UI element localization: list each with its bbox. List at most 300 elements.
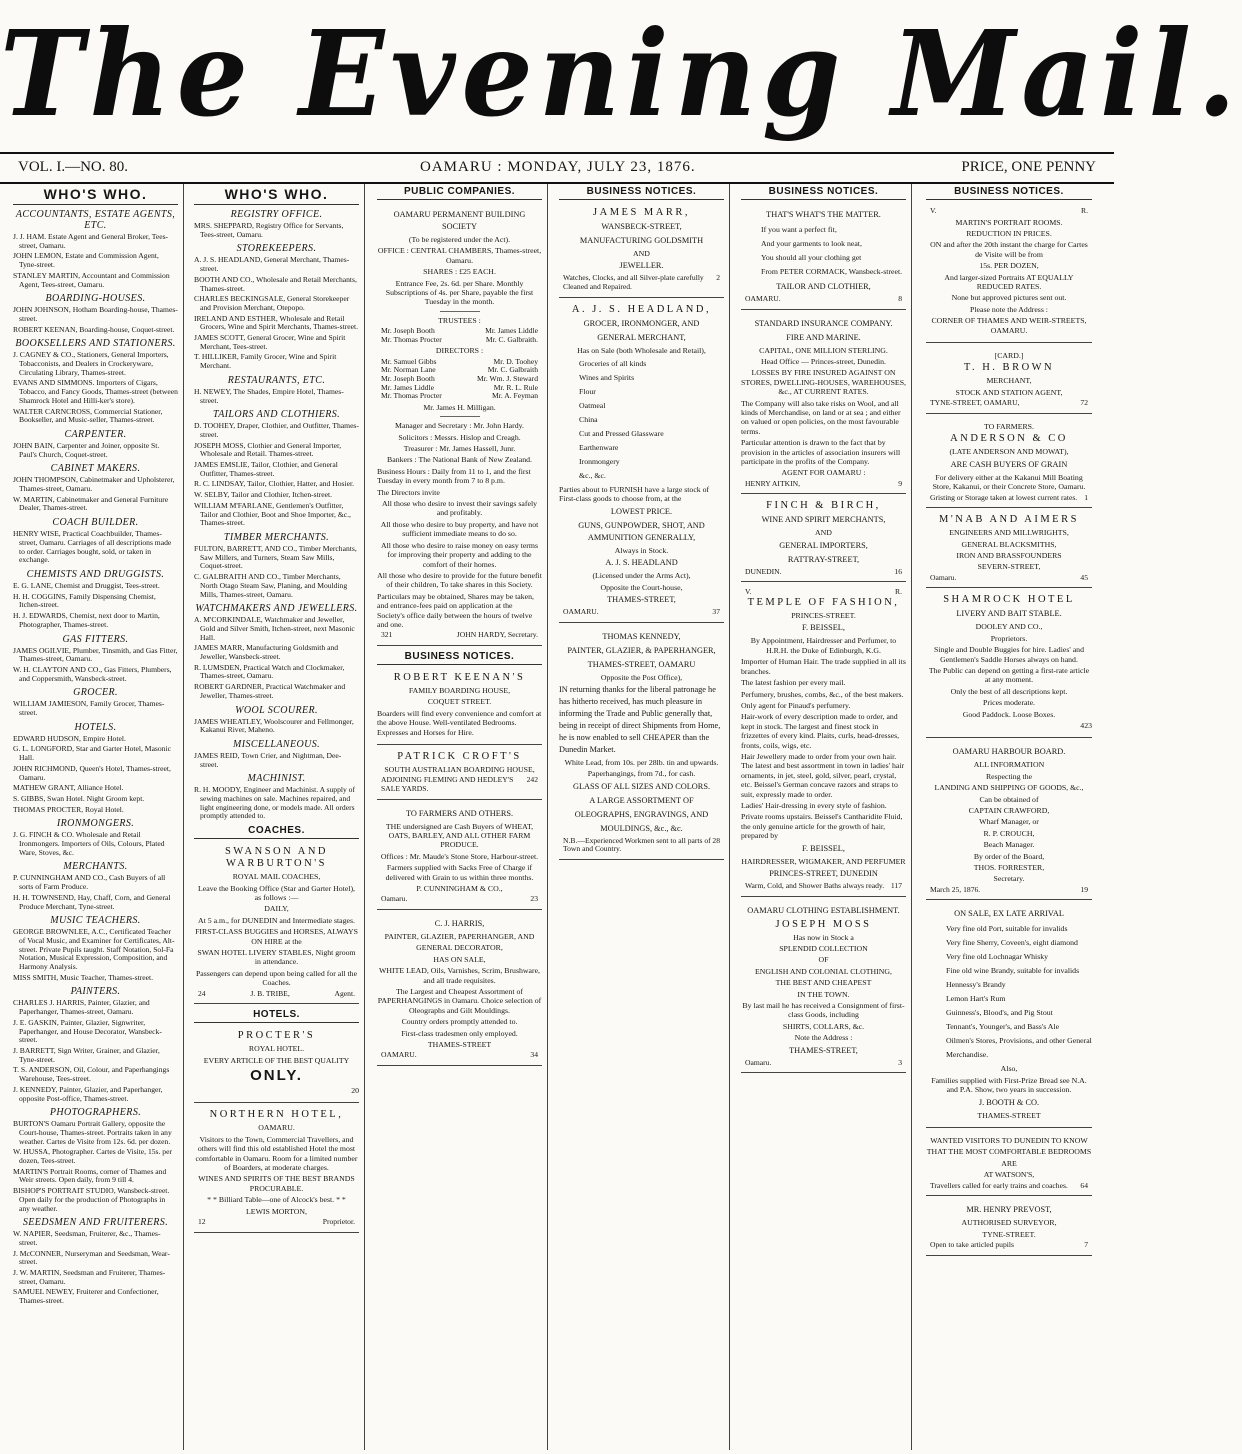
- price: PRICE, ONE PENNY: [961, 159, 1096, 175]
- column-heading: WHO'S WHO.: [194, 184, 359, 205]
- sale-item: Lemon Hart's Rum: [946, 994, 1006, 1004]
- ad-title: C. J. HARRIS,: [434, 919, 485, 928]
- directory-entry: ROBERT KEENAN, Boarding-house, Coquet-street.: [13, 324, 175, 334]
- ad-body: The Largest and Cheapest Assortment of PAPERHANGINGS in Oamaru. Choice selection of Oleographs and Gilt Mouldings.: [377, 987, 542, 1015]
- ad-line: Farmers supplied with Sacks Free of Charge if delivered with Grain to us within three months.: [385, 863, 534, 882]
- ad-line: OAMARU.: [381, 1050, 417, 1060]
- ad-signature: [741, 295, 906, 304]
- stock-item: Wines and Spirits: [579, 373, 635, 382]
- issue-date: OAMARU : MONDAY, JULY 23, 1876.: [420, 159, 696, 175]
- ad-line: The Directors invite: [377, 487, 440, 497]
- directory-entry: WILLIAM M'FARLANE, Gentlemen's Outfitter, Tailor and Clothier, Boot and Shoe Importer, &c., Thames-street.: [194, 500, 351, 528]
- ad-line: FIRE AND MARINE.: [786, 332, 861, 342]
- directory-entry: J. W. MARTIN, Seedsman and Fruiterer, Thames-street, Oamaru.: [13, 1268, 166, 1286]
- ad-line: THAMES-STREET: [977, 1110, 1041, 1120]
- ad-title: NORTHERN HOTEL,: [209, 1109, 344, 1121]
- ad-line: TAILOR AND CLOTHIER,: [776, 282, 871, 291]
- directory-entry: ROBERT GARDNER, Practical Watchmaker and Jeweller, Thames-street.: [194, 682, 346, 700]
- signature: LEWIS MORTON,: [246, 1206, 307, 1216]
- verse-line: From PETER CORMACK, Wansbeck-street.: [761, 267, 903, 276]
- harbour-board-ad: [926, 741, 1092, 900]
- ad-number: 321: [381, 630, 393, 640]
- directory-entry: H. J. EDWARDS, Chemist, next door to Martin, Photographer, Thames-street.: [13, 611, 160, 629]
- section-title: MISCELLANEOUS.: [233, 738, 320, 750]
- ad-line: GENERAL BLACKSMITHS,: [961, 539, 1057, 549]
- directory-entry: MISS SMITH, Music Teacher, Thames-street.: [13, 972, 153, 982]
- ad-line: AT WATSON'S,: [983, 1170, 1035, 1180]
- ad-line: ARE: [1001, 1158, 1017, 1168]
- sale-item: Oilmen's Stores, Provisions, and other General Merchandise.: [946, 1036, 1092, 1060]
- columns: [8, 184, 1108, 1450]
- ad-line: SEVERN-STREET,: [977, 562, 1041, 572]
- ad-line: Open to take articled pupils: [930, 1240, 1014, 1250]
- directory-entry: H. NEWEY, The Shades, Empire Hotel, Thames-street.: [194, 386, 344, 405]
- ad-line: ARE CASH BUYERS OF GRAIN: [950, 459, 1068, 469]
- ad-number: 72: [1080, 398, 1088, 408]
- stock-item: Oatmeal: [579, 401, 606, 410]
- ad-number: 16: [894, 566, 902, 576]
- ad-title: SHAMROCK HOTEL: [943, 594, 1075, 606]
- signature: JOHN HARDY, Secretary.: [456, 630, 538, 640]
- ad-line: Passengers can depend upon being called for all the Coaches.: [195, 968, 358, 988]
- directory-entry: J. BARRETT, Sign Writer, Grainer, and Glazier, Tyne-street.: [13, 1046, 160, 1064]
- directory-entry: JAMES MARR, Manufacturing Goldsmith and Jeweller, Wansbeck-street.: [194, 643, 339, 662]
- directory-entry: JOSEPH MOSS, Clothier and General Importer, Wholesale and Retail. Thames-street.: [194, 440, 342, 459]
- ad-body: For delivery either at the Kakanui Mill Boating Store, Kakanui, or their Concrete Store, Oamaru.: [932, 472, 1086, 492]
- person-name: Mr. James Liddle: [381, 382, 434, 392]
- ad-signature: [926, 494, 1092, 503]
- ad-line: CAPTAIN CRAWFORD,: [968, 806, 1050, 815]
- directory-entry: T. HILLIKER, Family Grocer, Wine and Spirit Merchant.: [194, 352, 337, 371]
- ad-title: PATRICK CROFT'S: [397, 750, 522, 762]
- ad-title: STANDARD INSURANCE COMPANY.: [754, 318, 893, 328]
- section-title: WOOL SCOURER.: [235, 704, 318, 716]
- ad-line: LIVERY AND BAIT STABLE.: [956, 609, 1062, 619]
- ad-line: AUTHORISED SURVEYOR,: [961, 1218, 1057, 1228]
- person-name: Mr. James Liddle: [485, 326, 538, 336]
- ad-line: ALL INFORMATION: [973, 760, 1045, 770]
- stock-item: Earthenware: [579, 443, 619, 452]
- ad-number: 24: [198, 988, 206, 998]
- royal-monogram: [926, 207, 1092, 216]
- insurance-ad: [741, 313, 906, 495]
- person-name: Mr. C. Galbraith.: [485, 334, 538, 344]
- stock-item: Cut and Pressed Glassware: [579, 429, 664, 438]
- ad-line: Respecting the: [985, 771, 1033, 781]
- column-5: [736, 184, 912, 1450]
- newspaper-title: The Evening Mail.: [0, 5, 1242, 144]
- ad-line: Only the best of all descriptions kept.: [950, 686, 1068, 696]
- ad-signature: [194, 990, 359, 999]
- ad-signature: [926, 399, 1092, 408]
- ad-line: Has on Sale (both Wholesale and Retail),: [577, 345, 706, 355]
- invitation-points: [377, 499, 542, 590]
- ad-body: THE undersigned are Cash Buyers of WHEAT, OATS, BARLEY, AND ALL OTHER FARM PRODUCE.: [385, 821, 534, 850]
- ad-signature: [926, 1182, 1092, 1191]
- ad-line: Paperhangings, from 7d., for cash.: [587, 769, 696, 779]
- ad-signature: [741, 1059, 906, 1068]
- person-name: Mr. D. Toohey: [493, 356, 538, 366]
- directory-entry: IRELAND AND ESTHER, Wholesale and Retail Grocers, Wine and Spirit Merchants, Thames-street.: [194, 313, 358, 332]
- ad-body: Perfumery, brushes, combs, &c., of the best makers.: [741, 689, 904, 699]
- directory-entry: STANLEY MARTIN, Accountant and Commission Agent, Tees-street, Oamaru.: [13, 270, 170, 289]
- ad-title: TO FARMERS AND OTHERS.: [405, 808, 514, 818]
- ad-line: Opposite the Post Office),: [600, 672, 683, 682]
- directory-entry: W. HUSSA, Photographer. Cartes de Visite, 15s. per dozen, Tees-street.: [13, 1147, 173, 1166]
- directory-entry: J. McCONNER, Nurseryman and Seedsman, Wear-street.: [13, 1248, 170, 1267]
- divider: [440, 416, 480, 417]
- verse-line: If you want a perfect fit,: [761, 225, 837, 234]
- mnab-aimers-ad: [926, 511, 1092, 588]
- section-title: GROCER.: [73, 687, 118, 699]
- directory-entry: J. G. FINCH & CO. Wholesale and Retail Ironmongers. Importers of Oils, Colours, Plated Ware, Stoves, &c.: [13, 830, 165, 857]
- ad-number: 2: [716, 273, 720, 283]
- person-name: Mr. Joseph Booth: [381, 326, 435, 336]
- masthead: [0, 0, 1242, 150]
- section-title: MERCHANTS.: [63, 861, 128, 873]
- ad-line: THAMES-STREET: [427, 1040, 492, 1050]
- ad-line: EVERY ARTICLE OF THE BEST QUALITY: [203, 1055, 350, 1065]
- ad-line: ENGINEERS AND MILLWRIGHTS,: [949, 528, 1069, 538]
- verse-line: You should all your clothing get: [761, 253, 862, 262]
- ad-line: Note the Address :: [794, 1033, 853, 1043]
- ad-emphasis: ONLY.: [250, 1067, 303, 1085]
- section-title: GAS FITTERS.: [62, 633, 129, 645]
- ad-title: ON SALE, EX LATE ARRIVAL: [954, 909, 1064, 919]
- directory-entry: JOHN RICHMOND, Queen's Hotel, Thames-street, Oamaru.: [13, 763, 171, 782]
- ad-title: WANTED VISITORS TO DUNEDIN TO KNOW: [930, 1136, 1088, 1146]
- headland-ad: [559, 301, 724, 623]
- coaches-heading: COACHES.: [194, 823, 359, 839]
- ad-signature: [926, 886, 1092, 895]
- croft-ad: [377, 748, 542, 800]
- ad-body: Families supplied with First-Prize Bread see N.A. and P.A. Show, two years in succession.: [931, 1075, 1087, 1095]
- ad-line: [CARD.]: [994, 351, 1024, 361]
- ad-line: THE BEST AND CHEAPEST: [775, 978, 872, 988]
- ad-line: Can be obtained of: [979, 794, 1039, 804]
- ad-line: THAT THE MOST COMFORTABLE BEDROOMS: [926, 1147, 1092, 1157]
- ad-line: MERCHANT,: [986, 376, 1032, 386]
- stock-item: &c., &c.: [579, 471, 606, 480]
- hotels-heading: HOTELS.: [194, 1007, 359, 1023]
- finch-birch-ad: [741, 497, 906, 582]
- ad-line: F. BEISSEL,: [802, 623, 845, 633]
- directory-entry: W. H. CLAYTON AND CO., Gas Fitters, Plumbers, and Coppersmith, Wansbeck-street.: [13, 664, 172, 683]
- shamrock-ad: [926, 591, 1092, 738]
- column-heading: BUSINESS NOTICES.: [741, 184, 906, 200]
- prevost-ad: [926, 1199, 1092, 1255]
- signature: F. BEISSEL,: [802, 843, 845, 853]
- ad-line: GLASS OF ALL SIZES AND COLORS.: [572, 781, 711, 791]
- ad-body: Only agent for Pinaud's perfumery.: [741, 700, 851, 710]
- ad-body: IN returning thanks for the liberal patronage he has hitherto received, has much pleasure in informing the Trade and Public generally that, being in receipt of direct Shipments from Home, he is now enabled to sell CHEAPER than the Dunedin Market.: [559, 685, 721, 755]
- trustees-list: [377, 327, 542, 344]
- monogram-letter: R.: [895, 587, 902, 597]
- ad-line: JEWELLER.: [619, 261, 664, 271]
- monogram-letter: R.: [1081, 206, 1088, 215]
- ad-line: TYNE-STREET, OAMARU,: [930, 398, 1020, 408]
- directory-entry: JAMES OGILVIE, Plumber, Tinsmith, and Gas Fitter, Thames-street, Oamaru.: [13, 645, 178, 664]
- ad-line: Secretary.: [993, 874, 1025, 884]
- ad-number: 117: [890, 881, 902, 890]
- ad-number: 45: [1080, 572, 1088, 582]
- sale-item: Very fine old Lochnagar Whisky: [946, 952, 1049, 962]
- directory-entry: CHARLES J. HARRIS, Painter, Glazier, and Paperhanger, Thames-street, Oamaru.: [13, 998, 150, 1017]
- section-title: WATCHMAKERS AND JEWELLERS.: [195, 603, 358, 615]
- directory-entry: D. TOOHEY, Draper, Clothier, and Outfitter, Thames-street.: [194, 421, 359, 439]
- ad-line: March 25, 1876.: [930, 884, 981, 894]
- building-society-ad: [377, 204, 542, 646]
- directory-entry: JOHN BAIN, Carpenter and Joiner, opposite St. Paul's Church, Coquet-street.: [13, 440, 160, 459]
- keenan-ad: [377, 669, 542, 745]
- ad-signature: [741, 568, 906, 577]
- ad-line: WANSBECK-STREET,: [601, 222, 682, 231]
- ad-body: WHITE LEAD, Oils, Varnishes, Scrim, Brushware, and all trade requisites.: [379, 966, 540, 985]
- ad-title: MR. HENRY PREVOST,: [966, 1205, 1052, 1215]
- stock-item: Flour: [579, 387, 596, 396]
- ad-title: MARTIN'S PORTRAIT ROOMS.: [955, 217, 1063, 227]
- ad-line: Opposite the Court-house,: [600, 582, 683, 592]
- kennedy-ad: [559, 626, 724, 860]
- ad-title: JOSEPH MOSS: [775, 918, 872, 930]
- sale-list: [926, 922, 1092, 1062]
- ad-line: PRINCES-STREET, DUNEDIN: [769, 869, 878, 878]
- ad-line: REDUCTION IN PRICES.: [966, 229, 1052, 238]
- stock-item: Groceries of all kinds: [579, 359, 647, 368]
- ad-line: THAMES-STREET,: [607, 595, 676, 605]
- ad-body: Hair Jewellery made to order from your own hair. The latest and best assortment in town in ladies' hair ornaments, in jet, steel, gold, silver, pearl, crystal, etc. Beissel's German concave razors and straps to suit, expressly made to order.: [741, 751, 905, 799]
- directory-entry: J. KENNEDY, Painter, Glazier, and Paperhanger, opposite Post-office, Thames-street.: [13, 1084, 163, 1103]
- ad-title: OAMARU CLOTHING ESTABLISHMENT.: [747, 905, 900, 915]
- ad-title: THAT'S WHAT'S THE MATTER.: [766, 210, 881, 219]
- martin-portrait-ad: [926, 204, 1092, 343]
- procter-ad: [194, 1027, 359, 1103]
- royal-monogram: [741, 588, 906, 597]
- signature-role: Agent.: [334, 988, 355, 998]
- ad-signature: [194, 1218, 359, 1227]
- section-title: RESTAURANTS, ETC.: [227, 374, 326, 386]
- directory-entry: JAMES REID, Town Crier, and Nightman, Dee-street.: [194, 750, 342, 769]
- section-title: COACH BUILDER.: [52, 517, 139, 529]
- ad-line: Solicitors : Messrs. Hislop and Creagh.: [398, 432, 521, 442]
- ad-number: 8: [898, 294, 902, 303]
- directory-entry: C. GALBRAITH AND CO., Timber Merchants, North Otago Steam Saw, Planing, and Moulding Mills, Thames-street, Oamaru.: [194, 572, 348, 599]
- ad-number: 19: [1080, 884, 1088, 894]
- section-title: IRONMONGERS.: [56, 818, 135, 830]
- directory-entry: JOHN THOMPSON, Cabinetmaker and Upholsterer, Thames-street, Oamaru.: [13, 475, 175, 494]
- directory-entry: MARTIN'S Portrait Rooms, corner of Thames and Weir streets. Open daily, from 9 till 4.: [13, 1166, 167, 1185]
- ad-number: 28: [712, 835, 720, 845]
- ad-line: IRON AND BRASSFOUNDERS: [956, 550, 1062, 560]
- directory-entry: J. E. GASKIN, Painter, Glazier, Signwriter, Paperhanger, and House Decorator, Wansbeck-street.: [13, 1017, 162, 1045]
- directory-entry: WILLIAM JAMIESON, Family Grocer, Thames-street.: [13, 699, 165, 718]
- ad-body: The Public can depend on getting a first-rate article at any moment.: [928, 665, 1090, 685]
- directory-entry: BOOTH AND CO., Wholesale and Retail Merchants, Thames-street.: [194, 274, 357, 293]
- ad-line: MANUFACTURING GOLDSMITH: [579, 236, 704, 245]
- ad-line: OAMARU.: [258, 1123, 295, 1133]
- ad-line: IN THE TOWN.: [797, 989, 850, 999]
- directory-entry: A. M'CORKINDALE, Watchmaker and Jeweller, Gold and Silver Smith, Itchen-street, next Masonic Hall.: [194, 615, 355, 642]
- person-name: Mr. Norman Lane: [381, 365, 436, 375]
- ad-line: MOULDINGS, &c., &c.: [600, 823, 683, 833]
- invitation-point: All those who desire to provide for the future benefit of their children, To take shares in this Society.: [377, 570, 542, 590]
- ad-line: None but approved pictures sent out.: [951, 293, 1067, 303]
- ad-line: OLEOGRAPHS, ENGRAVINGS, AND: [574, 809, 709, 819]
- ad-number: 37: [712, 607, 720, 617]
- ad-line: HAIRDRESSER, WIGMAKER, AND PERFUMER: [741, 856, 906, 866]
- ad-number: 23: [530, 894, 538, 904]
- ad-line: HAS ON SALE,: [433, 954, 486, 964]
- directory-entry: BURTON'S Oamaru Portrait Gallery, opposite the Court-house, Thames-street. Portraits taken in any weather. Cartes de Visite from 12s. 6d. per dozen.: [13, 1119, 172, 1146]
- signature: J. B. TRIBE,: [250, 988, 290, 998]
- signature: J. BOOTH & CO.: [978, 1097, 1040, 1107]
- section-title: PAINTERS.: [70, 986, 121, 998]
- verse-line: And your garments to look neat,: [761, 239, 862, 248]
- ad-number: 1: [1084, 492, 1088, 502]
- directory-entry: T. S. ANDERSON, Oil, Colour, and Paperhangings Warehouse, Tees-street.: [13, 1065, 170, 1084]
- ad-subheading: TRUSTEES :: [438, 315, 481, 325]
- ad-line: WINE AND SPIRIT MERCHANTS,: [761, 515, 886, 525]
- ad-signature: [377, 776, 542, 793]
- ad-line: FAMILY BOARDING HOUSE,: [408, 685, 511, 695]
- ad-signature: [741, 480, 906, 489]
- sale-item: Hennessy's Brandy: [946, 980, 1006, 990]
- name-pair: [377, 336, 542, 345]
- directory-entry: H. H. COGGINS, Family Dispensing Chemist, Itchen-street.: [13, 591, 156, 610]
- volume-number: VOL. I.—NO. 80.: [18, 159, 128, 175]
- ad-body: Hair-work of every description made to order, and kept in stock. The largest and finest stock in frizzettes of every kind. Plaits, curls, head-dresses, fronts, coils, wigs, etc.: [741, 712, 900, 750]
- directory-entry: G. L. LONGFORD, Star and Garter Hotel, Masonic Hall.: [13, 744, 171, 763]
- ad-title: PROCTER'S: [237, 1030, 316, 1042]
- directory-entry: R. LUMSDEN, Practical Watch and Clockmaker, Thames-street, Oamaru.: [194, 662, 345, 681]
- directory-entry: CHARLES BECKINGSALE, General Storekeeper and Provision Merchant, Otepopo.: [194, 294, 350, 312]
- ad-title: A. J. S. HEADLAND,: [571, 303, 712, 315]
- ad-subheading: DIRECTORS :: [435, 346, 484, 356]
- ad-line: 15s. PER DOZEN,: [979, 261, 1039, 271]
- section-title: CARPENTER.: [64, 428, 127, 440]
- ad-line: OAMARU.: [745, 294, 781, 303]
- ad-title: JAMES MARR,: [593, 207, 690, 218]
- ad-line: GENERAL DECORATOR,: [416, 943, 503, 953]
- ad-line: SHARES : £25 EACH.: [423, 267, 496, 277]
- directory-entry: SAMUEL NEWEY, Fruiterer and Confectioner, Thames-street.: [13, 1287, 159, 1306]
- ad-body: ON and after the 20th instant the charge for Cartes de Visite will be from: [930, 240, 1088, 259]
- ad-body: Boarders will find every convenience and comfort at the above House. Well-ventilated Bedrooms. Expresses and Horses for Hire.: [377, 708, 542, 737]
- ad-number: 20: [351, 1086, 359, 1096]
- ad-line: Oamaru.: [381, 894, 408, 904]
- cunningham-ad: [377, 803, 542, 910]
- ad-signature: [926, 1241, 1092, 1250]
- watson-ad: [926, 1131, 1092, 1196]
- person-name: Mr. Wm. J. Steward: [476, 374, 538, 384]
- invitation-point: All those who desire to raise money on easy terms for improving their property and adding to the comfort of their homes.: [381, 540, 538, 569]
- ad-line: Always in Stock.: [614, 545, 669, 555]
- column-3: [372, 184, 548, 1450]
- column-heading: BUSINESS NOTICES.: [559, 184, 724, 200]
- person-name: Mr. Joseph Booth: [381, 374, 435, 384]
- person-name: Mr. Thomas Procter: [381, 334, 442, 344]
- directory-entry: JAMES SCOTT, General Grocer, Wine and Spirit Merchant, Tees-street.: [194, 333, 346, 351]
- directory-entry: EDWARD HUDSON, Empire Hotel.: [13, 733, 126, 743]
- directory-entry: H. H. TOWNSEND, Hay, Chaff, Corn, and General Produce Merchant, Tyne-street.: [13, 892, 171, 911]
- ad-line: SWAN HOTEL LIVERY STABLES, Night groom in attendance.: [197, 948, 356, 967]
- directory-entry: EVANS AND SIMMONS. Importers of Cigars, Tobacco, and Fancy Goods, Thames-street (between Shamrock Hotel and Hilli-ker's store).: [13, 378, 178, 405]
- ad-line: Bankers : The National Bank of New Zealand.: [387, 455, 532, 465]
- ad-line: Manager and Secretary : Mr. John Hardy.: [395, 421, 524, 431]
- sale-item: Guinness's, Blood's, and Pig Stout: [946, 1008, 1053, 1018]
- directory-entry: JOHN LEMON, Estate and Commission Agent, Tyne-street.: [13, 251, 159, 270]
- ad-body: Watches, Clocks, and all Silver-plate carefully Cleaned and Repaired.: [563, 273, 704, 291]
- ad-line: OAMARU.: [563, 607, 599, 617]
- ad-line: (To be registered under the Act).: [408, 235, 511, 244]
- ad-title: SWANSON AND WARBURTON'S: [224, 846, 329, 870]
- ad-line: LOWEST PRICE.: [610, 506, 673, 516]
- ad-line: Wharf Manager, or: [979, 817, 1039, 827]
- directory-entry: W. NAPIER, Seedsman, Fruiterer, &c., Thames-street.: [13, 1229, 161, 1247]
- ad-body: Ladies' Hair-dressing in every style of fashion.: [741, 800, 887, 810]
- moss-ad: [741, 900, 906, 1074]
- ad-line: ENGLISH AND COLONIAL CLOTHING,: [754, 966, 892, 976]
- directory-entry: HENRY WISE, Practical Coachbuilder, Thames-street, Oamaru. Carriages of all descriptions made to order. Carriages bought, sold, or taken in exchange.: [13, 529, 172, 565]
- ad-body: By last mail he has received a Consignment of first-class Goods, including: [742, 1001, 905, 1020]
- ad-title: ANDERSON & CO: [950, 433, 1068, 445]
- ad-line: PAINTER, GLAZIER, PAPERHANGER, AND: [384, 932, 535, 941]
- ad-line: Please note the Address :: [970, 304, 1048, 314]
- directory-entry: MATHEW GRANT, Alliance Hotel.: [13, 783, 124, 793]
- ad-line: AND: [633, 249, 650, 258]
- ad-body: Parties about to FURNISH have a large stock of First-class goods to choose from, at the: [559, 485, 710, 504]
- column-heading: PUBLIC COMPANIES.: [377, 184, 542, 200]
- ad-line: OFFICE : CENTRAL CHAMBERS, Thames-street, Oamaru.: [377, 246, 542, 265]
- directory-entry: R. H. MOODY, Engineer and Machinist. A supply of sewing machines on sale. Machines repaired, and light engineering done, or models made. All orders promptly attended to.: [194, 785, 356, 821]
- ad-line: At 5 a.m., for DUNEDIN and Intermediate stages.: [198, 915, 355, 925]
- ad-line: Warm, Cold, and Shower Baths always ready.: [745, 881, 885, 890]
- directory-entry: GEORGE BROWNLEE, A.C., Certificated Teacher of Vocal Music, and Examiner for Certificates, Alt-street. Private Pupils taught. Staff Notation, Sol-Fa Notation, Musical Expression, Composition, and Harmony Analysis.: [13, 927, 175, 972]
- ad-line: TO FARMERS.: [984, 421, 1034, 431]
- ad-number: 7: [1084, 1240, 1088, 1250]
- directory-entry: JAMES WHEATLEY, Woolscourer and Fellmonger, Kakanui River, Maheno.: [194, 716, 354, 735]
- ad-line: White Lead, from 10s. per 28lb. tin and upwards.: [564, 758, 719, 768]
- ad-title: T. H. BROWN: [963, 362, 1055, 374]
- directors-list: [377, 358, 542, 401]
- directory-entry: JAMES EMSLIE, Tailor, Clothier, and General Outfitter, Thames-street.: [194, 460, 338, 478]
- directory-entry: BISHOP'S PORTRAIT STUDIO, Wansbeck-street. Open daily for the production of Photographs in any weather.: [13, 1186, 170, 1213]
- ad-line: Business Hours : Daily from 11 to 1, and the first Tuesday in every month from 7 to 8 p.m.: [377, 466, 531, 486]
- ad-line: Prices moderate.: [983, 698, 1035, 708]
- ad-signature: [559, 837, 724, 854]
- section-title: REGISTRY OFFICE.: [230, 209, 323, 220]
- directory-entry: E. G. LANE, Chemist and Druggist, Tees-street.: [13, 580, 160, 590]
- ad-line: PRINCES-STREET.: [791, 611, 856, 621]
- ad-number: 3: [898, 1057, 902, 1067]
- person-name: Mr. R. L. Rule: [493, 382, 538, 392]
- section-title: MUSIC TEACHERS.: [50, 915, 141, 927]
- ad-title: ROBERT KEENAN'S: [393, 671, 526, 683]
- ad-line: PAINTER, GLAZIER, & PAPERHANGER,: [567, 645, 716, 655]
- section-title: BOARDING-HOUSES.: [45, 293, 146, 305]
- ad-line: GUNS, GUNPOWDER, SHOT, AND AMMUNITION GENERALLY,: [578, 520, 705, 542]
- ad-line: STOCK AND STATION AGENT,: [955, 387, 1063, 397]
- person-name: Mr. A. Feyman: [492, 391, 538, 401]
- ad-line: DUNEDIN.: [745, 566, 782, 576]
- person-name: Mr. Samuel Gibbs: [381, 356, 437, 366]
- stock-item: China: [579, 415, 598, 424]
- ad-line: SOUTH AUSTRALIAN BOARDING HOUSE,: [384, 764, 535, 774]
- ad-line: Treasurer : Mr. James Hassell, Junr.: [403, 444, 516, 454]
- ad-line: Leave the Booking Office (Star and Garter Hotel), as follows :—: [197, 883, 356, 902]
- verse-lines: [741, 223, 906, 279]
- anderson-ad: [926, 417, 1092, 508]
